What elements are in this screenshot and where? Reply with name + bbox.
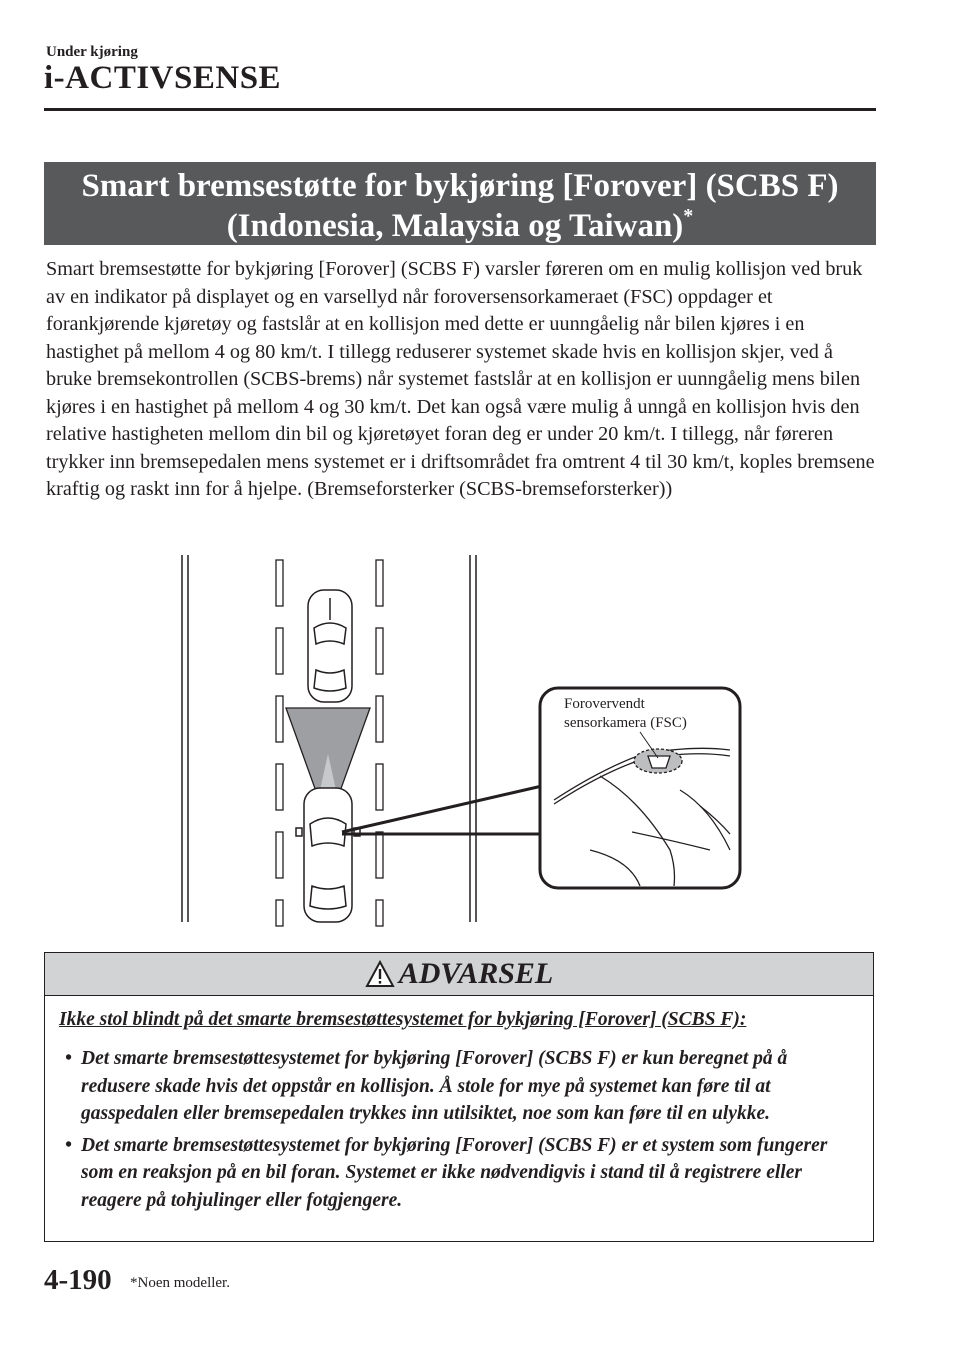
lane-dash bbox=[276, 832, 283, 878]
lane-dash bbox=[376, 628, 383, 674]
lane-dash bbox=[376, 900, 383, 926]
section-title-line1: Smart bremsestøtte for bykjøring [Forover] (SCBS F) bbox=[81, 168, 839, 204]
section-title bbox=[44, 162, 876, 245]
chapter-title: i-ACTIVSENSE bbox=[44, 60, 282, 96]
section-title-line2 bbox=[44, 206, 876, 246]
callout-line1: Forovervendt bbox=[564, 696, 645, 712]
breadcrumb: Under kjøring bbox=[46, 44, 138, 60]
footnote-marker: * bbox=[683, 205, 694, 227]
lane-dash bbox=[276, 900, 283, 926]
lane-dash bbox=[276, 764, 283, 810]
lane-dash bbox=[276, 628, 283, 674]
list-item bbox=[59, 1045, 859, 1128]
list-item-text: Det smarte bremsestøttesystemet for bykjøring [Forover] (SCBS F) er et system som fungerer som en reaksjon på en bil foran. Systemet er ikke nødvendigvis i stand til å registrere eller reagere på tohjulinger eller fotgjengere. bbox=[81, 1134, 828, 1211]
lane-dash bbox=[276, 560, 283, 606]
camera-icon bbox=[648, 756, 670, 768]
lane-dash bbox=[376, 832, 383, 878]
warning-triangle-icon bbox=[365, 960, 395, 988]
bullet: • bbox=[65, 1048, 72, 1069]
car-ahead bbox=[308, 590, 352, 702]
warning-list bbox=[59, 1045, 859, 1218]
lane-dash bbox=[276, 696, 283, 742]
leader-line bbox=[342, 786, 542, 832]
intro-paragraph: Smart bremsestøtte for bykjøring [Forover] (SCBS F) varsler føreren om en mulig kollisjon ved bruk av en indikator på displayet og en varsellyd når foroversensorkameraet (FSC) oppdager et forankjørende kjøretøy og fastslår at en kollisjon med dette er uunngåelig når bilen kjøres i en hastighet på mellom 4 og 80 km/t. I tillegg reduserer systemet skade hvis en kollisjon skjer, ved å bruke bremsekontrollen (SCBS-brems) når systemet fastslår at en kollisjon er uunngåelig mens bilen kjøres i en hastighet på mellom 4 og 30 km/t. Det kan også være mulig å unngå en kollisjon hvis den relative hastigheten mellom din bil og kjøretøyet foran deg er under 20 km/t. I tillegg, når føreren trykker inn bremsepedalen mens systemet er i driftsområdet fra omtrent 4 til 30 km/t, koples bremsene kraftig og raskt inn for å hjelpe. (Bremseforsterker (SCBS-bremseforsterker)) bbox=[46, 258, 875, 500]
bullet: • bbox=[65, 1134, 72, 1156]
list-item-text: Det smarte bremsestøttesystemet for bykjøring [Forover] (SCBS F) er kun beregnet på å redusere skade hvis det oppstår en kollisjon. Å stole for mye på systemet kan føre til at gasspedalen eller bremsepedalen trykkes inn utilsiktet, noe som kan føre til en ulykke. bbox=[81, 1048, 788, 1124]
footnote: *Noen modeller. bbox=[130, 1275, 230, 1291]
warning-header bbox=[45, 953, 873, 996]
warning-box bbox=[44, 952, 874, 1242]
own-car bbox=[296, 788, 360, 922]
page-number: 4-190 bbox=[44, 1264, 112, 1296]
section-title-line2-text: (Indonesia, Malaysia og Taiwan) bbox=[226, 208, 684, 244]
lane-dash bbox=[376, 764, 383, 810]
lane-dash bbox=[376, 560, 383, 606]
warning-lead: Ikke stol blindt på det smarte bremsestøttesystemet for bykjøring [Forover] (SCBS F): bbox=[59, 1009, 747, 1030]
warning-title: ADVARSEL bbox=[398, 957, 554, 990]
header-rule bbox=[44, 108, 876, 111]
callout-line2: sensorkamera (FSC) bbox=[564, 715, 687, 731]
scbs-illustration bbox=[170, 550, 750, 930]
list-item bbox=[59, 1132, 859, 1215]
lane-dash bbox=[376, 696, 383, 742]
